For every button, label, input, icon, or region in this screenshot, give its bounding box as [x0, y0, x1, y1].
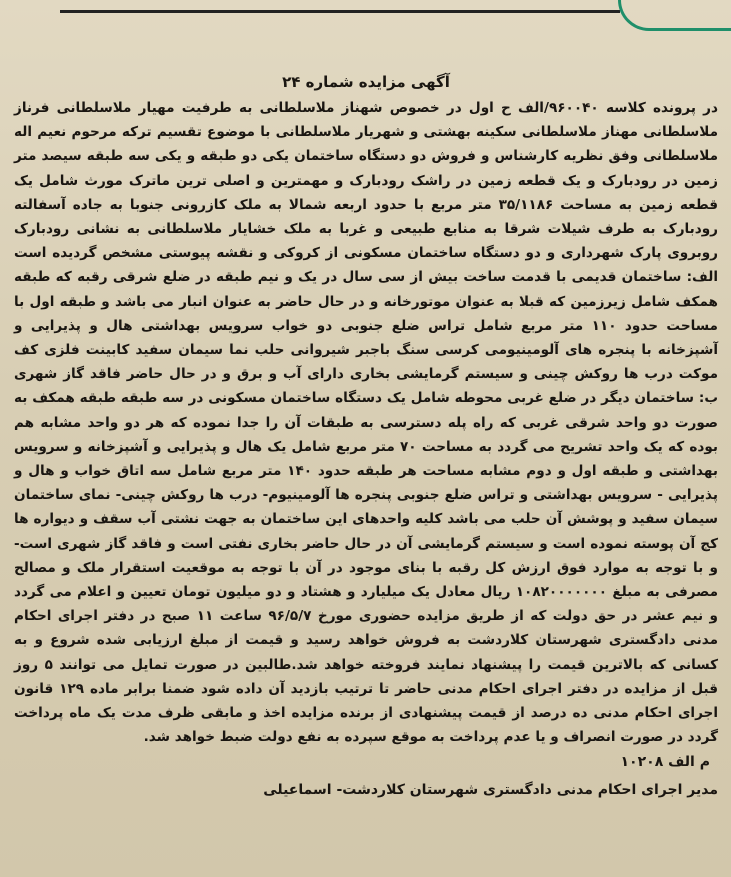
- auction-notice: [14, 72, 718, 852]
- notice-title: آگهی مزایده شماره ۲۴: [282, 73, 450, 91]
- handwritten-corner-mark: [618, 0, 731, 31]
- notice-signature: مدیر اجرای احکام مدنی دادگستری شهرستان کلاردشت- اسماعیلی: [263, 782, 718, 799]
- notice-reference-number: م الف ۱۰۲۰۸: [620, 754, 710, 771]
- notice-body: در پرونده کلاسه ۹۶۰۰۴۰/الف ح اول در خصوص شهناز ملاسلطانی به طرفیت مهیار ملاسلطانی فرناز ملاسلطانی مهناز ملاسلطانی سکینه بهشتی و شهریار ملاسلطانی با موضوع تقسیم ترکه مرحوم نعیم اله ملاسلطانی وفق نظریه کارشناس و فروش دو دستگاه ساختمان یکی دو طبقه و یکی سه طبقه سیصد متر زمین در رودبارک و یک قطعه زمین در راشک رودبارک و مهمترین و اصلی ترین ماترک مورث شامل یک قطعه زمین به مساحت ۳۵/۱۱۸۶ متر مربع با حدود اربعه شمالا به ملک کازرونی جنوبا به جاده آسفالته رودبارک به طرف شیلات شرقا به منابع طبیعی و غربا به ملک خشایار ملاسلطانی به نشانی رودبارک روبروی پارک شهرداری و دو دستگاه ساختمان مسکونی از کروکی و نقشه پیوستی مشخص گردیده است الف: ساختمان قدیمی با قدمت ساخت بیش از سی سال در یک و نیم طبقه در ضلع شرقی رقبه که طبقه همکف شامل زیرزمین که قبلا به عنوان موتورخانه و در حال حاضر به عنوان انبار می باشد و طبقه اول با مساحت حدود ۱۱۰ متر مربع شامل تراس ضلع جنوبی دو خواب سرویس بهداشتی هال و پذیرایی و آشپزخانه با پنجره های آلومینیومی کرسی سنگ باجبر شیروانی حلب نما سیمان سفید کابینت فلزی کف موکت درب ها روکش چینی و سیستم گرمایشی بخاری دارای آب و برق و در حال حاضر فاقد گاز شهری ب: ساختمان دیگر در ضلع غربی محوطه شامل یک دستگاه ساختمان مسکونی در سه طبقه طبقه همکف به صورت دو واحد شرقی غربی که راه پله دسترسی به طبقات آن را جدا نموده که هر دو واحد مشابه هم بوده که یک واحد تشریح می گردد به مساحت ۷۰ متر مربع شامل یک هال و پذیرایی و آشپزخانه و سرویس بهداشتی و طبقه اول و دوم مشابه مساحت هر طبقه حدود ۱۴۰ متر مربع شامل سه اتاق خواب و هال و پذیرایی - سرویس بهداشتی و تراس ضلع جنوبی پنجره ها آلومینیوم- درب ها روکش چینی- نمای ساختمان سیمان سفید و پوشش آن حلب می باشد کلیه واحدهای این ساختمان به جهت نشتی آب سقف و دیواره ها کج آن پوسته نموده است و سیستم گرمایشی آن در حال حاضر بخاری نفتی است و فاقد گاز شهری است- و با توجه به موارد فوق ارزش کل رقبه با بنای موجود در آن با توجه به موقعیت استقرار ملک و مصالح مصرفی به مبلغ ۱۰۸۲۰۰۰۰۰۰۰ ریال معادل یک میلیارد و هشتاد و دو میلیون تومان تعیین و اعلام می گردد و نیم عشر در حق دولت که از طریق مزایده حضوری مورخ ۹۶/۵/۷ ساعت ۱۱ صبح در دفتر اجرای احکام مدنی دادگستری شهرستان کلاردشت به فروش خواهد رسید و قیمت از مبلغ ارزیابی شده شروع و به کسانی که بالاترین قیمت را پیشنهاد نمایند فروخته خواهد شد.طالبین در صورت تمایل می توانند ۵ روز قبل از مزایده در دفتر اجرای احکام مدنی حاضر تا ترتیب بازدید آن داده شود ضمنا برابر ماده ۱۲۹ قانون اجرای احکام مدنی ده درصد از قیمت پیشنهادی از برنده مزایده اخذ و مابقی ظرف مدت یک ماه پرداخت گردد در صورت انصراف و یا عدم پرداخت به موقع سپرده به نفع دولت ضبط خواهد شد.: [14, 100, 718, 746]
- top-divider-rule: [60, 10, 620, 13]
